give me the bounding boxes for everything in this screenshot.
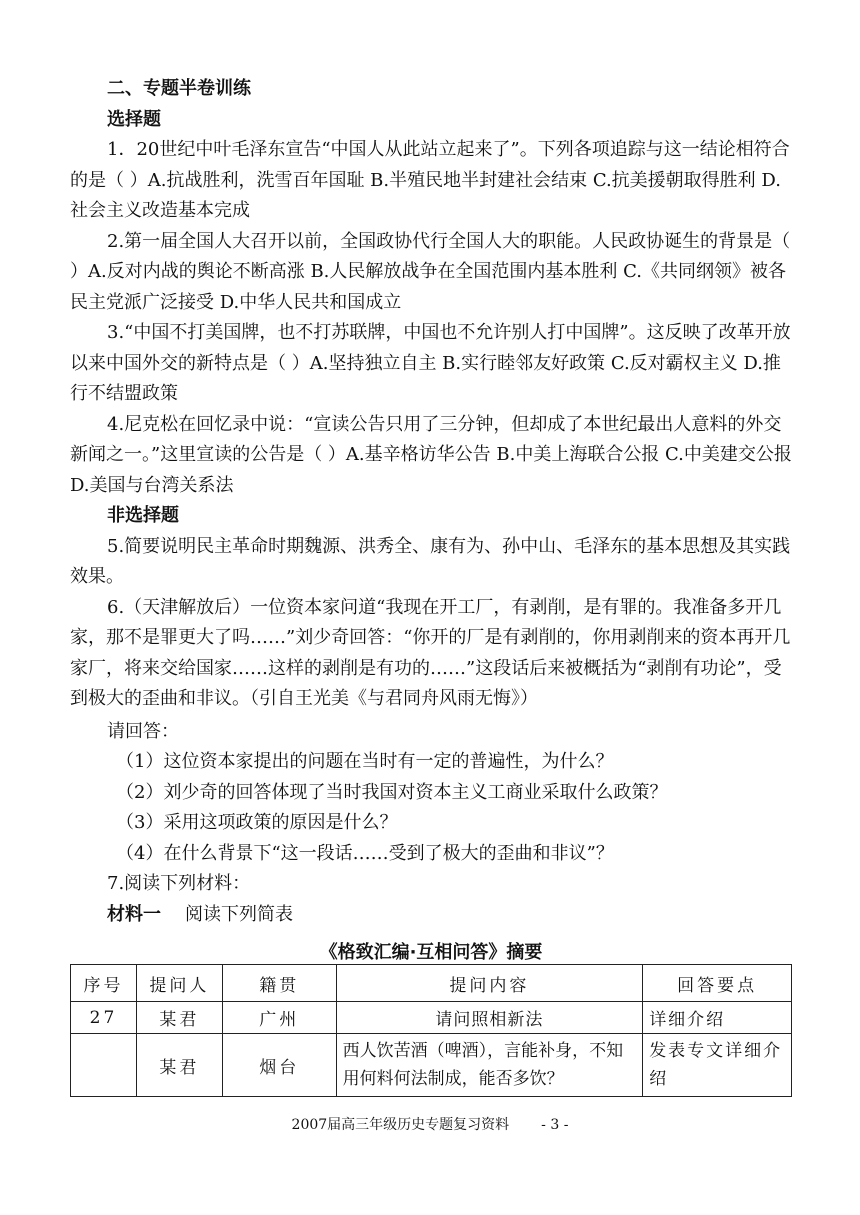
question-6-prompt: 请回答： (107, 720, 179, 742)
cell-index (71, 1034, 137, 1097)
section-title: 二、专题半卷训练 (107, 78, 251, 99)
table-title: 《格致汇编·互相问答》摘要 (319, 942, 543, 963)
question-body (70, 74, 792, 930)
header-index: 序号 (71, 965, 137, 1002)
header-question: 提问内容 (336, 965, 643, 1002)
question-1: 1．20世纪中叶毛泽东宣告“中国人从此站立起来了”。下列各项追踪与这一结论相符合的是（ ）A.抗战胜利，洗雪百年国耻 B.半殖民地半封建社会结束 C.抗美援朝取得胜利 D.社会主义改造基本完成 (70, 139, 790, 221)
material-label: 材料一 (107, 903, 161, 925)
cell-origin: 广州 (222, 1002, 336, 1034)
cell-origin: 烟台 (222, 1034, 336, 1097)
table-row (71, 1034, 792, 1097)
question-6: 6.（天津解放后）一位资本家问道“我现在开工厂，有剥削，是有罪的。我准备多开几家，那不是罪更大了吗……”刘少奇回答：“你开的厂是有剥削的，你用剥削来的资本再开几家厂，将来交给国家……这样的剥削是有功的……”这段话后来被概括为“剥削有功论”，受到极大的歪曲和非议。（引自王光美《与君同舟风雨无悔》） (70, 596, 791, 709)
question-6-sub-1: （1）这位资本家提出的问题在当时有一定的普遍性，为什么？ (116, 751, 614, 772)
cell-asker: 某君 (136, 1034, 222, 1097)
material-text: 阅读下列简表 (185, 903, 293, 925)
material-row (70, 900, 792, 931)
question-5: 5.简要说明民主革命时期魏源、洪秀全、康有为、孙中山、毛泽东的基本思想及其实践效果。 (70, 535, 791, 587)
question-3: 3.“中国不打美国牌，也不打苏联牌，中国也不允许别人打中国牌”。这反映了改革开放以来中国外交的新特点是（ ）A.坚持独立自主 B.实行睦邻友好政策 C.反对霸权主义 D.推行不结盟政策 (70, 322, 791, 404)
question-2: 2.第一届全国人大召开以前，全国政协代行全国人大的职能。人民政协诞生的背景是（ ）A.反对内战的舆论不断高涨 B.人民解放战争在全国范围内基本胜利 C.《共同纲领》被各民主党派广泛接受 D.中华人民共和国成立 (70, 230, 791, 313)
mc-heading: 选择题 (107, 108, 161, 130)
cell-question: 请问照相新法 (336, 1002, 643, 1034)
header-answer: 回答要点 (643, 965, 792, 1002)
header-asker: 提问人 (136, 965, 222, 1002)
header-origin: 籍贯 (222, 965, 336, 1002)
cell-index: 27 (71, 1002, 137, 1034)
non-mc-heading: 非选择题 (107, 505, 179, 526)
table-row (71, 1002, 792, 1034)
question-6-sub-4: （4）在什么背景下“这一段话……受到了极大的歪曲和非议”？ (116, 842, 614, 864)
summary-table (70, 964, 792, 1097)
table-header-row (71, 965, 792, 1002)
cell-asker: 某君 (136, 1002, 222, 1034)
cell-answer: 详细介绍 (643, 1002, 792, 1034)
page-footer (0, 1114, 860, 1134)
footer-text: 2007届高三年级历史专题复习资料 (291, 1117, 510, 1133)
cell-question: 西人饮苦酒（啤酒），言能补身，不知用何料何法制成，能否多饮？ (336, 1034, 643, 1097)
question-6-sub-2: （2）刘少奇的回答体现了当时我国对资本主义工商业采取什么政策？ (116, 781, 668, 803)
question-4: 4.尼克松在回忆录中说：“宣读公告只用了三分钟，但却成了本世纪最出人意料的外交新闻之一。”这里宣读的公告是（ ）A.基辛格访华公告 B.中美上海联合公报 C.中美建交公报 D.美国与台湾关系法 (70, 413, 792, 496)
question-6-sub-3: （3）采用这项政策的原因是什么？ (116, 812, 398, 833)
page-number: - 3 - (541, 1117, 569, 1133)
cell-answer: 发表专文详细介绍 (643, 1034, 792, 1097)
question-7: 7.阅读下列材料： (107, 873, 251, 894)
